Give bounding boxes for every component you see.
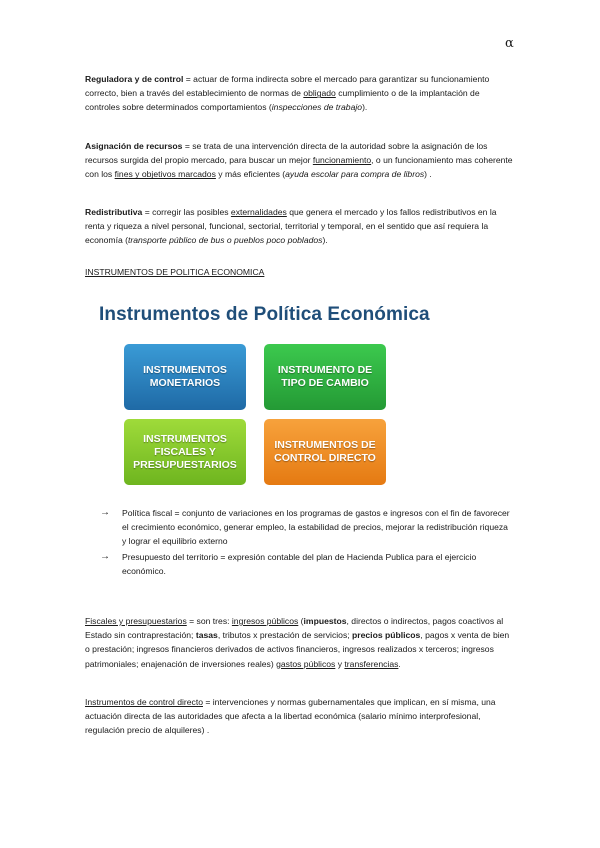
term-redistributiva: Redistributiva [85, 207, 143, 217]
example-inspecciones: inspecciones de trabajo [271, 102, 363, 113]
section-heading: INSTRUMENTOS DE POLITICA ECONOMICA [85, 267, 265, 277]
paragraph-reguladora: Reguladora y de control = actuar de forma indirecta sobre el mercado para garantizar su funcionamiento correcto, bien a través del establecimiento de normas de obligado cumplimiento o de la implantación de controles sobre determinados comportamientos (inspecciones de trabajo). [85, 74, 490, 113]
bullet-presupuesto: → Presupuesto del territorio = expresión contable del plan de Hacienda Publica para el ejercicio económico. [100, 550, 477, 576]
paragraph-redistributiva: Redistributiva = corregir las posibles externalidades que genera el mercado y los fallos redistributivos en la renta y riqueza a nivel personal, funcional, sectorial, territorial y temporal, en el sentido que así requiera la economía (transporte público de bus o pueblos poco poblados). [85, 207, 497, 246]
link-externalidades: externalidades [230, 207, 287, 217]
link-funcionamiento: funcionamiento [312, 155, 372, 166]
tile-monetarios: INSTRUMENTOS MONETARIOS [124, 344, 246, 410]
link-ingresos-publicos: ingresos públicos [231, 616, 299, 626]
term-tasas: tasas [195, 630, 218, 641]
example-transporte: transporte público de bus o pueblos poco poblados [128, 235, 323, 246]
arrow-icon: → [100, 550, 110, 562]
term-control-directo: Instrumentos de control directo [85, 697, 203, 707]
paragraph-control-directo: Instrumentos de control directo = intervenciones y normas gubernamentales que implican, en sí misma, una actuación directa de las autoridades que afecta a la libertad económica (salario mínimo interprofesional, regulación precio de alquileres) . [85, 697, 496, 736]
tile-fiscales: INSTRUMENTOS FISCALES Y PRESUPUESTARIOS [124, 419, 246, 485]
term-fiscales: Fiscales y presupuestarios [85, 616, 187, 626]
paragraph-asignacion: Asignación de recursos = se trata de una intervención directa de la autoridad sobre la asignación de los recursos surgida del propio mercado, para buscar un mejor funcionamiento, o un funcionamiento mas coherente con los fines y objetivos marcados y más eficientes (ayuda escolar para compra de libros) . [85, 141, 513, 180]
link-transferencias: transferencias [344, 658, 399, 669]
instruments-diagram [89, 304, 430, 498]
link-obligado: obligado [303, 88, 336, 99]
term-reguladora: Reguladora y de control [85, 74, 184, 84]
diagram-title: Instrumentos de Política Económica [99, 304, 430, 325]
page-marker: α [505, 36, 514, 51]
bullet-politica-fiscal: → Política fiscal = conjunto de variaciones en los programas de gastos e ingresos con el fin de favorecer el crecimiento económico, generar empleo, la estabilidad de precios, mejorar la redistribución riqueza y lograr el equilibrio externo [100, 507, 510, 547]
term-asignacion: Asignación de recursos [85, 141, 183, 151]
term-impuestos: impuestos [303, 616, 347, 626]
example-ayuda-escolar: ayuda escolar para compra de libros [285, 169, 425, 180]
paragraph-fiscales: Fiscales y presupuestarios = son tres: ingresos públicos (impuestos, directos o indirectos, pagos coactivos al Estado sin contraprestación; tasas, tributos x prestación de servicios; precios públicos, pagos x venta de bien o prestación; ingresos financieros derivados de activos financieros, ingresos realizados x terceros; ingresos patrimoniales; enajenación de inversiones reales) gastos públicos y transferencias. [85, 616, 510, 669]
bullet-list [100, 506, 510, 578]
tile-control-directo: INSTRUMENTOS DE CONTROL DIRECTO [264, 419, 386, 485]
link-fines-objetivos: fines y objetivos marcados [114, 169, 216, 180]
link-gastos-publicos: gastos públicos [276, 658, 336, 669]
arrow-icon: → [100, 507, 110, 518]
term-precios-publicos: precios públicos [352, 630, 421, 641]
tile-tipo-cambio: INSTRUMENTO DE TIPO DE CAMBIO [264, 344, 386, 410]
